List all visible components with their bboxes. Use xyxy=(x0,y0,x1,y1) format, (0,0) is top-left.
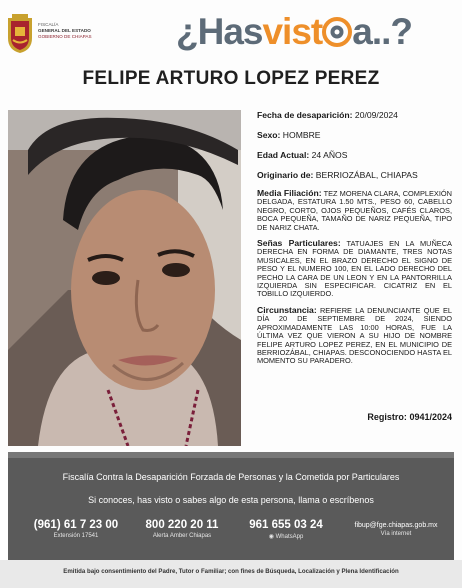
sex-value: HOMBRE xyxy=(282,130,321,140)
consent-note: Emitida bajo consentimiento del Padre, Tutor o Familiar; con fines de Búsqueda, Localización y Plena Identificación xyxy=(0,560,462,588)
portrait-photo-drawing xyxy=(8,110,241,446)
contact-note xyxy=(240,533,332,540)
campaign-title-mid: vist xyxy=(262,11,323,52)
physical-description-label: Media Filiación: xyxy=(257,188,322,198)
age-value: 24 AÑOS xyxy=(311,150,348,160)
sex-label: Sexo: xyxy=(257,130,281,140)
call-to-action: Si conoces, has visto o sabes algo de esta persona, llama o escríbenos xyxy=(88,495,374,505)
disappearance-date-row xyxy=(257,110,452,120)
contact-number[interactable]: 961 655 03 24 xyxy=(249,519,323,531)
whatsapp-label: WhatsApp xyxy=(275,534,304,540)
contact-number[interactable]: (961) 61 7 23 00 xyxy=(33,519,119,531)
org-line-2: GENERAL DEL ESTADO xyxy=(38,28,91,33)
portrait-photo xyxy=(8,110,241,446)
circumstances-value: REFIERE LA DENUNCIANTE QUE EL DÍA 20 DE SEPTIEMBRE DE 2024, SIENDO APROXIMADAMENTE LAS 10:00 HORAS, FUE LA ÚLTIMA VEZ QUE VIERON A SU HIJO DE NOMBRE FELIPE ARTURO LOPEZ PEREZ, EN EL MUNICIPIO DE BERRIOZÁBAL, CHIAPAS. DESCONOCIENDO HASTA EL MOMENTO SU PARADERO. xyxy=(257,305,453,366)
physical-description xyxy=(257,189,452,232)
footer-stripe xyxy=(8,452,454,458)
circumstances-label: Circunstancia: xyxy=(257,304,317,315)
campaign-title-end: a..? xyxy=(352,11,412,52)
org-line-1: FISCALÍA xyxy=(38,22,59,27)
contact-note: Alerta Amber Chiapas xyxy=(152,533,212,539)
contact-note: Vía internet xyxy=(380,531,412,537)
campaign-title-start: ¿Has xyxy=(176,11,263,52)
eye-icon xyxy=(322,17,352,47)
origin-label: Originario de: xyxy=(257,170,314,180)
contact-footer xyxy=(8,452,454,560)
contact-number[interactable]: 800 220 20 11 xyxy=(145,519,219,531)
disappearance-date-value: 20/09/2024 xyxy=(354,110,398,120)
campaign-title xyxy=(176,10,412,54)
contact-amber-alert xyxy=(136,519,228,539)
registry-number xyxy=(257,412,452,422)
contact-email-address[interactable]: fibup@fge.chiapas.gob.mx xyxy=(354,522,438,529)
issuing-agency xyxy=(38,22,92,40)
org-line-3: GOBIERNO DE CHIAPAS xyxy=(38,34,92,39)
sex-row xyxy=(257,130,452,140)
origin-value: BERRIOZÁBAL, CHIAPAS xyxy=(315,170,418,180)
contact-note: Extensión 17541 xyxy=(53,533,99,539)
distinguishing-marks-label: Señas Particulares: xyxy=(257,238,341,249)
state-coat-of-arms-logo xyxy=(6,12,34,54)
department-name: Fiscalía Contra la Desaparición Forzada de Personas y la Cometida por Particulares xyxy=(62,472,400,482)
age-label: Edad Actual: xyxy=(257,150,310,160)
contact-email xyxy=(342,522,450,537)
registry-value: 0941/2024 xyxy=(409,412,452,422)
contact-whatsapp xyxy=(240,519,332,540)
registry-label: Registro: xyxy=(367,412,407,422)
physical-description-value: TEZ MORENA CLARA, COMPLEXIÓN DELGADA, ESTATURA 1.50 MTS., PESO 60, CABELLO NEGRO, CORTO, OJOS PEQUEÑOS, CAFÉS CLAROS, BOCA PEQUEÑA, TAMAÑO DE NARIZ PEQUEÑA, TIPO DE NARIZ CHATA. xyxy=(257,189,452,232)
origin-row xyxy=(257,170,452,180)
circumstances xyxy=(257,306,452,366)
contact-phone-office xyxy=(26,519,126,539)
distinguishing-marks-value: TATUAJES EN LA MUÑECA DERECHA EN FORMA DE DIAMANTE, TRES NOTAS MUSICALES, EN EL BRAZO DERECHO EL SIGNO DE PESO Y EL NUMERO 100, EN EL LADO DERECHO DEL PECHO LA CARA DE UN LEON Y EN LA PANTORRILLA IZQUIERDA SIN ESPECIFICAR. CICATRIZ EN EL TOBILLO IZQUIERDO. xyxy=(257,239,452,299)
age-row xyxy=(257,150,452,160)
whatsapp-icon: ◉ xyxy=(268,534,276,540)
distinguishing-marks xyxy=(257,239,452,299)
person-name: FELIPE ARTURO LOPEZ PEREZ xyxy=(82,68,380,89)
disappearance-date-label: Fecha de desaparición: xyxy=(257,110,353,120)
person-details xyxy=(257,110,452,373)
